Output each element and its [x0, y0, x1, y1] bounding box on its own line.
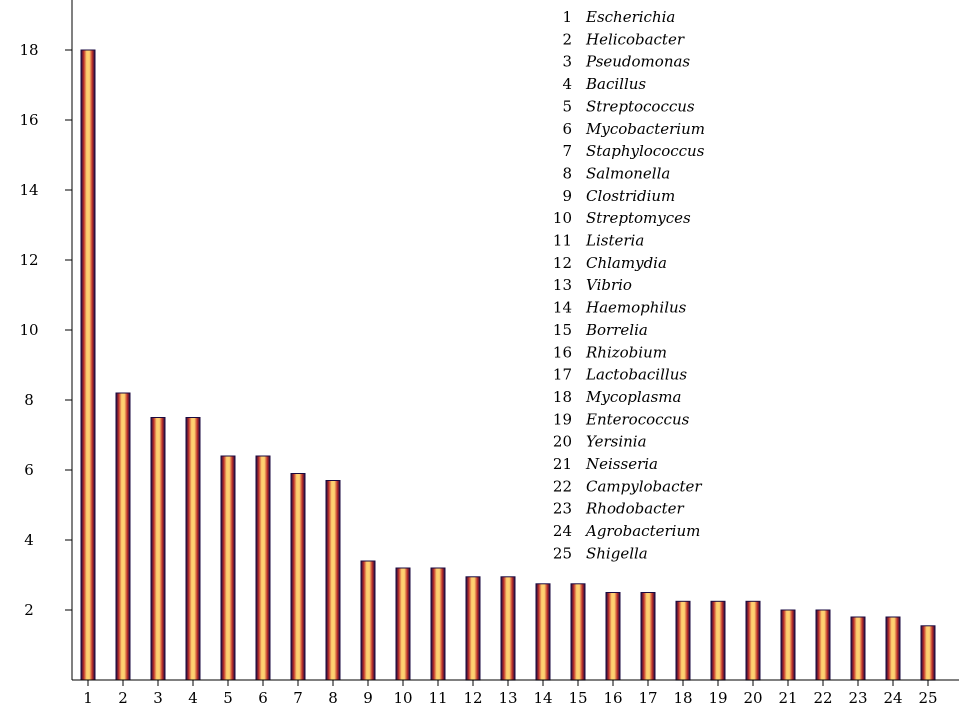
legend-number: 24: [552, 522, 572, 541]
legend-genus-name: Streptococcus: [586, 97, 695, 116]
legend-genus-name: Yersinia: [586, 432, 647, 451]
legend-genus-name: Campylobacter: [586, 477, 702, 496]
x-tick-label: 1: [83, 689, 93, 707]
x-tick-label: 2: [118, 689, 128, 707]
x-tick-label: 19: [708, 689, 728, 707]
bar-1: [81, 50, 95, 680]
bar-24: [886, 617, 900, 680]
x-tick-label: 17: [638, 689, 658, 707]
legend-genus-name: Haemophilus: [586, 298, 687, 317]
y-tick-label: 18: [19, 41, 39, 59]
bar-19: [711, 601, 725, 680]
y-tick-label: 6: [24, 461, 34, 479]
y-tick-label: 12: [19, 251, 39, 269]
legend-number: 4: [562, 75, 572, 94]
bar-5: [221, 456, 235, 680]
x-tick-label: 21: [778, 689, 798, 707]
bar-11: [431, 568, 445, 680]
legend-genus-name: Mycoplasma: [586, 387, 682, 406]
legend-number: 3: [562, 52, 572, 71]
bar-6: [256, 456, 270, 680]
bar-17: [641, 593, 655, 681]
legend-genus-name: Streptomyces: [586, 209, 691, 228]
legend-genus-name: Vibrio: [586, 276, 632, 295]
bar-13: [501, 577, 515, 680]
bar-12: [466, 577, 480, 680]
x-tick-label: 10: [393, 689, 413, 707]
bar-2: [116, 393, 130, 680]
x-tick-label: 4: [188, 689, 198, 707]
x-tick-label: 9: [363, 689, 373, 707]
bars-group: [81, 50, 935, 680]
bar-7: [291, 474, 305, 681]
legend-genus-name: Rhizobium: [586, 343, 667, 362]
legend-genus-name: Clostridium: [586, 186, 676, 205]
x-tick-label: 13: [498, 689, 518, 707]
x-tick-label: 24: [883, 689, 903, 707]
bar-21: [781, 610, 795, 680]
x-ticks-group: [83, 680, 937, 707]
x-tick-label: 23: [848, 689, 868, 707]
bar-23: [851, 617, 865, 680]
x-tick-label: 16: [603, 689, 623, 707]
bar-14: [536, 584, 550, 680]
legend-number: 20: [552, 432, 572, 451]
x-tick-label: 20: [743, 689, 763, 707]
legend-genus-name: Mycobacterium: [586, 119, 705, 138]
x-tick-label: 5: [223, 689, 233, 707]
bar-25: [921, 626, 935, 680]
y-tick-label: 14: [19, 181, 39, 199]
legend-number: 9: [562, 186, 572, 205]
legend-genus-name: Neisseria: [586, 455, 658, 473]
x-tick-label: 25: [918, 689, 938, 707]
bar-20: [746, 601, 760, 680]
x-tick-label: 14: [533, 689, 553, 707]
x-tick-label: 22: [813, 689, 833, 707]
bar-9: [361, 561, 375, 680]
legend-number: 22: [552, 477, 572, 496]
legend-number: 1: [562, 8, 572, 26]
legend-number: 23: [552, 499, 572, 518]
x-tick-label: 12: [463, 689, 483, 707]
bar-3: [151, 418, 165, 681]
y-tick-label: 2: [24, 601, 34, 619]
y-tick-label: 10: [19, 321, 39, 339]
legend-number: 17: [552, 365, 572, 384]
legend-genus-name: Listeria: [586, 231, 645, 250]
legend-genus-name: Pseudomonas: [586, 52, 691, 71]
legend-number: 13: [552, 276, 572, 295]
bar-18: [676, 601, 690, 680]
y-tick-label: 8: [24, 391, 34, 409]
legend-number: 11: [552, 231, 572, 250]
legend-genus-name: Staphylococcus: [586, 142, 705, 161]
x-tick-label: 8: [328, 689, 338, 707]
x-tick-label: 3: [153, 689, 163, 707]
x-tick-label: 6: [258, 689, 268, 707]
legend-number: 21: [552, 455, 572, 473]
bar-15: [571, 584, 585, 680]
x-tick-label: 7: [293, 689, 303, 707]
x-tick-label: 15: [568, 689, 588, 707]
legend-number: 10: [552, 209, 572, 228]
legend-number: 19: [552, 410, 572, 429]
bar-10: [396, 568, 410, 680]
legend-genus-name: Shigella: [586, 544, 648, 563]
legend-number: 7: [562, 142, 572, 161]
bar-16: [606, 593, 620, 681]
legend-genus-name: Salmonella: [586, 164, 671, 183]
bar-22: [816, 610, 830, 680]
legend-number: 5: [562, 97, 572, 116]
legend-number: 25: [552, 544, 572, 563]
legend-number: 16: [552, 343, 572, 362]
legend-number: 2: [562, 30, 572, 49]
y-tick-label: 4: [24, 531, 34, 549]
legend-genus-name: Lactobacillus: [586, 365, 688, 384]
x-tick-label: 11: [428, 689, 448, 707]
legend-genus-name: Escherichia: [586, 8, 676, 26]
legend-number: 12: [552, 253, 572, 272]
legend-genus-name: Helicobacter: [586, 30, 685, 49]
legend-number: 6: [562, 119, 572, 138]
bar-4: [186, 418, 200, 681]
legend-genus-name: Borrelia: [586, 320, 648, 339]
x-tick-label: 18: [673, 689, 693, 707]
legend-number: 14: [552, 298, 572, 317]
legend-genus-name: Chlamydia: [586, 253, 667, 272]
legend-number: 8: [562, 164, 572, 183]
bar-8: [326, 481, 340, 681]
legend: [553, 8, 705, 562]
y-tick-label: 16: [19, 111, 39, 129]
legend-genus-name: Rhodobacter: [586, 499, 684, 518]
legend-genus-name: Enterococcus: [586, 410, 690, 429]
legend-number: 18: [552, 387, 572, 406]
legend-genus-name: Agrobacterium: [586, 522, 701, 541]
legend-genus-name: Bacillus: [586, 75, 647, 94]
y-ticks-group: [19, 41, 72, 619]
legend-number: 15: [552, 320, 572, 339]
